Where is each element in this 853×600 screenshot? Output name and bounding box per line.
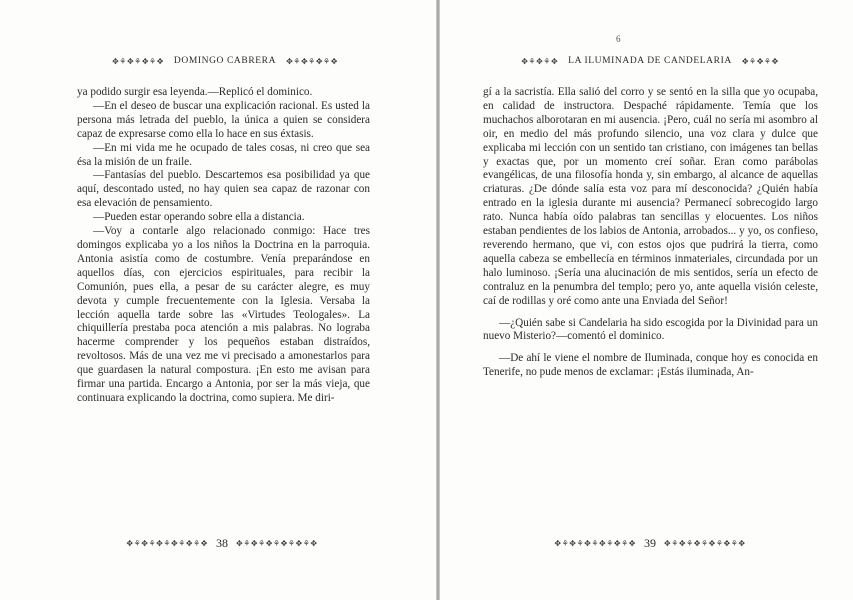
paragraph: —En el deseo de buscar una explicación racional. Es usted la persona más letrada del pueblo, la única a quien se considera capaz de expresarse como ella lo hace en sus éxtasis. [77,99,370,140]
header-ornament: ✥⚘✥⚘✥⚘✥ [286,56,338,66]
body-text-left [77,86,370,406]
header-ornament: ✥⚘✥⚘✥ [741,56,779,66]
page-number: 39 [644,535,656,550]
page-footer-right [480,536,820,550]
footer-ornament: ✥⚘✥⚘✥⚘✥⚘✥⚘✥ [126,538,208,548]
paragraph: —En mi vida me he ocupado de tales cosas, ni creo que sea ésa la misión de un fraile. [77,141,370,168]
header-title: DOMINGO CABRERA [173,56,277,66]
header-ornament: ✥⚘✥⚘✥⚘✥ [112,56,164,66]
paragraph: —¿Quién sabe si Candelaria ha sido escogida por la Divinidad para un nuevo Misterio?—comentó el dominico. [483,316,818,343]
paragraph: ya podido surgir esa leyenda.—Replicó el dominico. [77,86,313,98]
right-page [440,0,853,600]
paragraph: —Pueden estar operando sobre ella a distancia. [93,211,305,224]
footer-ornament: ✥⚘✥⚘✥⚘✥⚘✥⚘✥ [664,538,746,548]
running-header-right [480,54,820,68]
paragraph: gí a la sacristía. Ella salió del corro y se sentó en la silla que yo ocupaba, en calidad de instructora. Despaché rápidamente. Temía que los muchachos alborotaran en mi ausencia. ¡Pero, cuál no sería mi asombro al oir, en medio del más profundo silencio, una voz clara y dulce que explicaba mi lección con un sentido tan cristiano, con imágenes tan bellas y exactas que, por un momento creí soñar. Eran como parábolas evangélicas, de una filosofía honda y, sin embargo, al alcance de aquellas criaturas. ¿De dónde salía esta voz para mí desconocida? ¿Quién había entrado en la iglesia durante mi ausencia? Permanecí sobrecogido largo rato. Nunca había oído palabras tan sencillas y elocuentes. Los niños estaban pendientes de los labios de Antonia, arrobados... y yo, os confieso, reverendo hermano, que vi, con estos ojos que pudrirá la tierra, como aquella cabeza se embellecía en términos inmateriales, circundada por un halo luminoso. ¡Sería una alucinación de mis sentidos, sería un efecto de contraluz en la penumbra del templo; pero yo, ante aquella visión celeste, caí de rodillas y oré como ante una Enviada del Señor! [483,86,818,307]
paragraph: —Fantasías del pueblo. Descartemos esa posibilidad ya que aquí, descontado usted, no hay quien sea capaz de razonar con esa elevación de pensamiento. [77,169,370,210]
page-mark: 6 [616,34,621,44]
page-number: 38 [216,535,228,550]
paragraph: —Voy a contarle algo relacionado conmigo: Hace tres domingos explicaba yo a los niños la Doctrina en la parroquia. Antonia asistía como de costumbre. Venía preparándose en aquellos días, con ejercicios espirituales, para recibir la Comunión, pues ella, a pesar de su carácter alegre, es muy devota y cumple frecuentemente con la Iglesia. Versaba la lección aquella tarde sobre las «Virtudes Teologales». La chiquillería prestaba poca atención a mis palabras. No lograba hacerme comprender y los pequeños estaban distraídos, revoltosos. Más de una vez me vi precisado a amonestarlos para que guardasen la natural compostura. ¡En esto me avisan para firmar una partida. Encargo a Antonia, por ser la más vieja, que continuara explicando la doctrina, como supiera. Me diri- [77,225,370,404]
page-footer-left [72,536,372,550]
body-text-right [483,86,818,380]
footer-ornament: ✥⚘✥⚘✥⚘✥⚘✥⚘✥ [554,538,636,548]
header-title: LA ILUMINADA DE CANDELARIA [568,56,732,66]
paragraph: —De ahí le viene el nombre de Iluminada, conque hoy es conocida en Tenerife, no pude menos de exclamar: ¡Estás iluminada, An- [483,352,818,379]
header-ornament: ✥⚘✥⚘✥ [521,56,559,66]
footer-ornament: ✥⚘✥⚘✥⚘✥⚘✥⚘✥ [236,538,318,548]
running-header-left [70,54,380,68]
